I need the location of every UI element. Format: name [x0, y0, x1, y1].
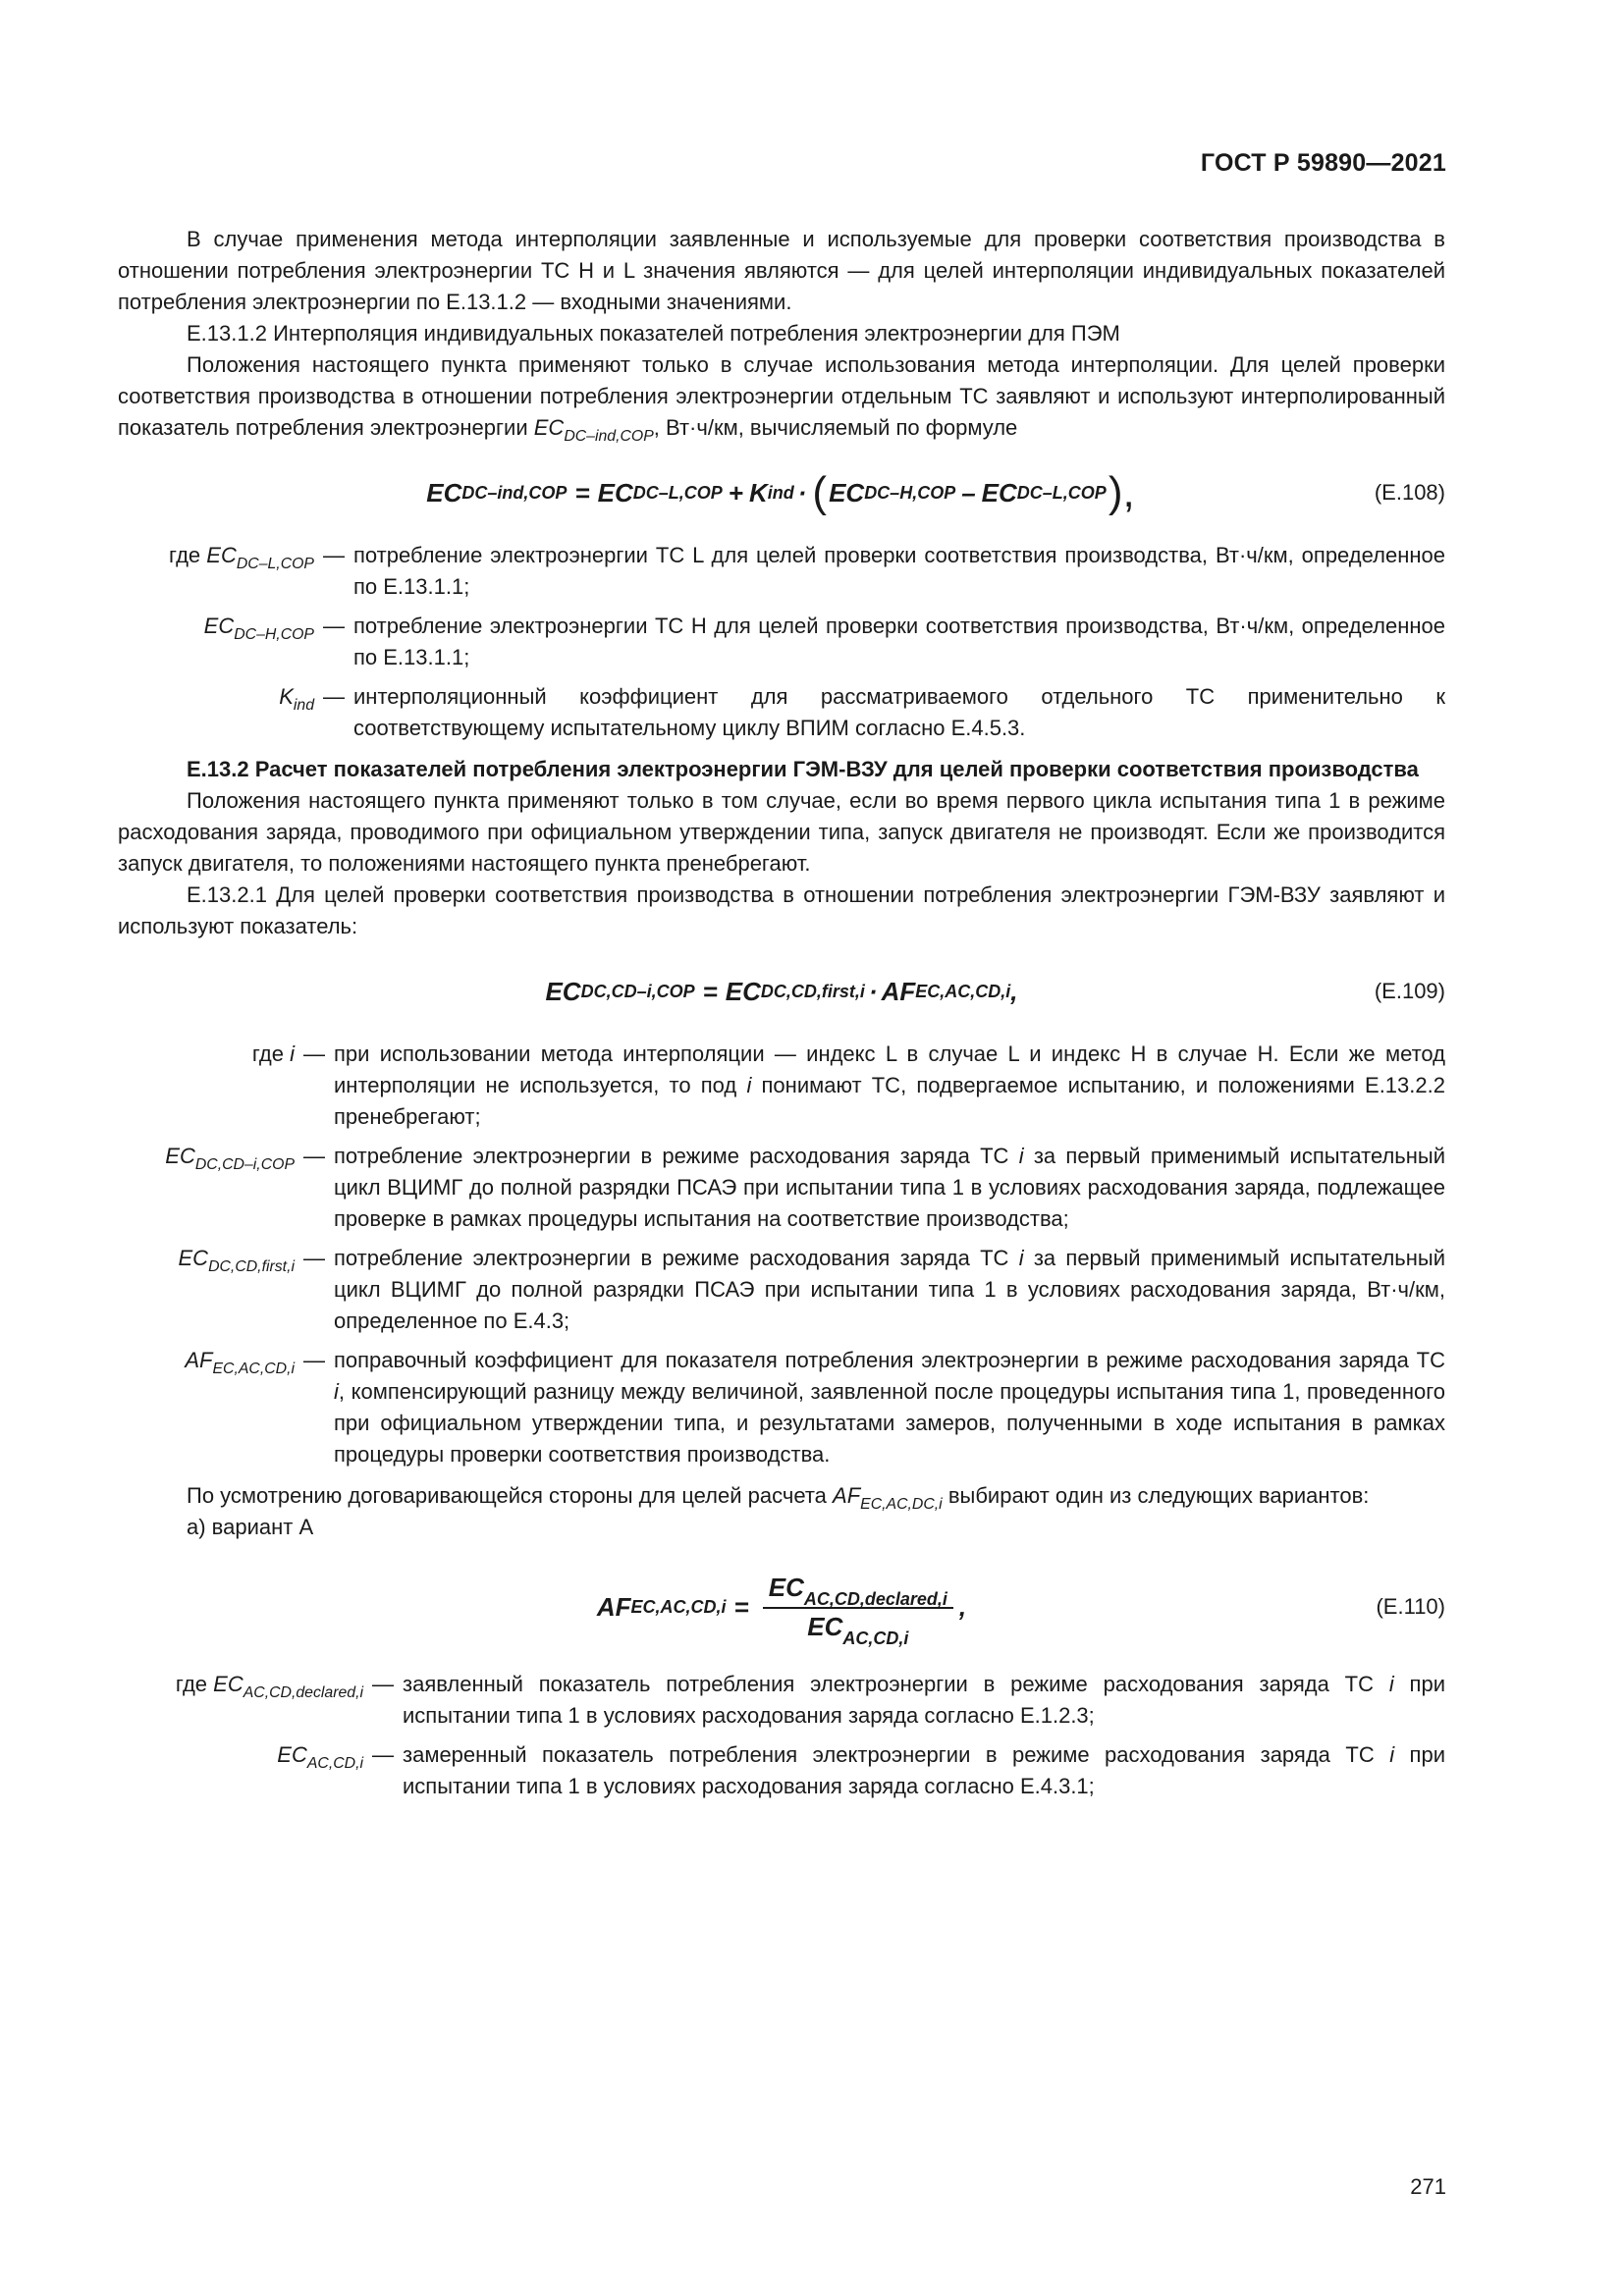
paragraph-interpolation-inputs: В случае применения метода интерполяции заявленные и используемые для проверки соответствия производства в отношении потребления электроэнергии ТС H и L значения являются — для целей интерполяции индивидуальных показателей потребления электроэнергии по E.13.1.2 — входными значениями. — [118, 227, 1445, 314]
formula-number: (E.109) — [1374, 979, 1445, 1003]
formula-e110: AF EC,AC,CD,i = $\frac{EC_{AC,CD,declared,i}}{EC_{AC,CD,i}}$ , (E.110) — [596, 1573, 1445, 1648]
section-heading-e-13-2: E.13.2 Расчет показателей потребления электроэнергии ГЭМ-ВЗУ для целей проверки соответствия производства — [187, 757, 1419, 781]
definition-item: $AF_{EC,AC,CD,i}$ — поправочный коэффициент для показателя потребления электроэнергии в режиме расходования заряда ТС i, компенсирующий разницу между величиной, заявленной после процедуры испытания типа 1, проведенного при официальном утверждении типа, и результатами замеров, полученными в ходе испытания в рамках процедуры проверки соответствия производства. — [185, 1348, 1445, 1467]
paragraph-engine-start: Положения настоящего пункта применяют только в том случае, если во время первого цикла испытания типа 1 в режиме расходования заряда, проводимого при официальном утверждении типа, запуск двигателя не производят. Если же производится запуск двигателя, то положениями настоящего пункта пренебрегают. — [118, 788, 1445, 876]
definition-item: где $EC_{DC-L,COP}$ — потребление электроэнергии ТС L для целей проверки соответствия производства, Вт·ч/км, определенное по E.13.1.1; — [169, 543, 1445, 599]
definitions-e108 — [118, 540, 1445, 744]
page-number: 271 — [1410, 2174, 1446, 2199]
option-a: а) вариант A — [187, 1515, 314, 1539]
paragraph-options: По усмотрению договаривающейся стороны для целей расчета $AF_{EC,AC,DC,i}$ выбирают один из следующих вариантов: — [187, 1483, 1370, 1514]
clause-e-13-1-2: E.13.1.2 Интерполяция индивидуальных показателей потребления электроэнергии для ПЭМ — [187, 321, 1120, 346]
definition-item: $EC_{DC-H,COP}$ — потребление электроэнергии ТС H для целей проверки соответствия производства, Вт·ч/км, определенное по E.13.1.1; — [203, 614, 1445, 669]
definition-item: $K_{ind}$ — интерполяционный коэффициент для рассматриваемого отдельного ТС применительно к соответствующему испытательному циклу ВПИМ согласно E.4.5.3. — [279, 684, 1445, 740]
clause-e-13-2-1: E.13.2.1 Для целей проверки соответствия производства в отношении потребления электроэнергии ГЭМ-ВЗУ заявляют и используют показатель: — [118, 882, 1445, 938]
definition-item: $EC_{AC,CD,i}$ — замеренный показатель потребления электроэнергии в режиме расходования заряда ТС i при испытании типа 1 в условиях расходования заряда согласно E.4.3.1; — [277, 1742, 1445, 1798]
fraction: $\frac{EC_{AC,CD,declared,i}}{EC_{AC,CD,i}}$ — [763, 1572, 953, 1642]
document-header: ГОСТ Р 59890—2021 — [1200, 149, 1446, 177]
formula-e108: EC DC–ind,COP = EC DC–L,COP + K ind · ( EC DC–H,COP – EC DC–L,COP ), (E.108) — [426, 468, 1445, 516]
definition-item: $EC_{DC,CD,first,i}$ — потребление электроэнергии в режиме расходования заряда ТС i за первый применимый испытательный цикл ВЦИМГ до полной разрядки ПСАЭ при испытании типа 1 в условиях расходования заряда, Вт·ч/км, определенное по E.4.3; — [178, 1246, 1446, 1333]
page-content — [118, 224, 1445, 1812]
paragraph-interpolated-ec: Положения настоящего пункта применяют только в случае использования метода интерполяции. Для целей проверки соответствия производства в отношении потребления электроэнергии отдельным ТС заявляют и используют интерполированный показатель потребления электроэнергии $EC_{DC-ind,COP}$, Вт·ч/км, вычисляемый по формуле — [118, 352, 1445, 446]
definition-item: где i — при использовании метода интерполяции — индекс L в случае L и индекс H в случае H. Если же метод интерполяции не используется, то под i понимают ТС, подвергаемое испытанию, и положениями E.13.2.2 пренебрегают; — [251, 1041, 1445, 1129]
definitions-e110 — [118, 1669, 1445, 1802]
definition-item: $EC_{DC,CD-i,COP}$ — потребление электроэнергии в режиме расходования заряда ТС i за первый применимый испытательный цикл ВЦИМГ до полной разрядки ПСАЭ при испытании типа 1 в условиях расходования заряда, подлежащее проверке в рамках процедуры испытания на соответствие производства; — [165, 1144, 1446, 1231]
formula-number: (E.108) — [1374, 480, 1445, 505]
formula-e109: EC DC,CD–i,COP = EC DC,CD,first,i · AF EC,AC,CD,i , (E.109) — [545, 977, 1445, 1006]
definitions-e109 — [118, 1039, 1445, 1470]
definition-item: где $EC_{AC,CD,declared,i}$ — заявленный показатель потребления электроэнергии в режиме расходования заряда ТС i при испытании типа 1 в условиях расходования заряда согласно E.1.2.3; — [175, 1672, 1445, 1728]
formula-number: (E.110) — [1376, 1594, 1445, 1619]
